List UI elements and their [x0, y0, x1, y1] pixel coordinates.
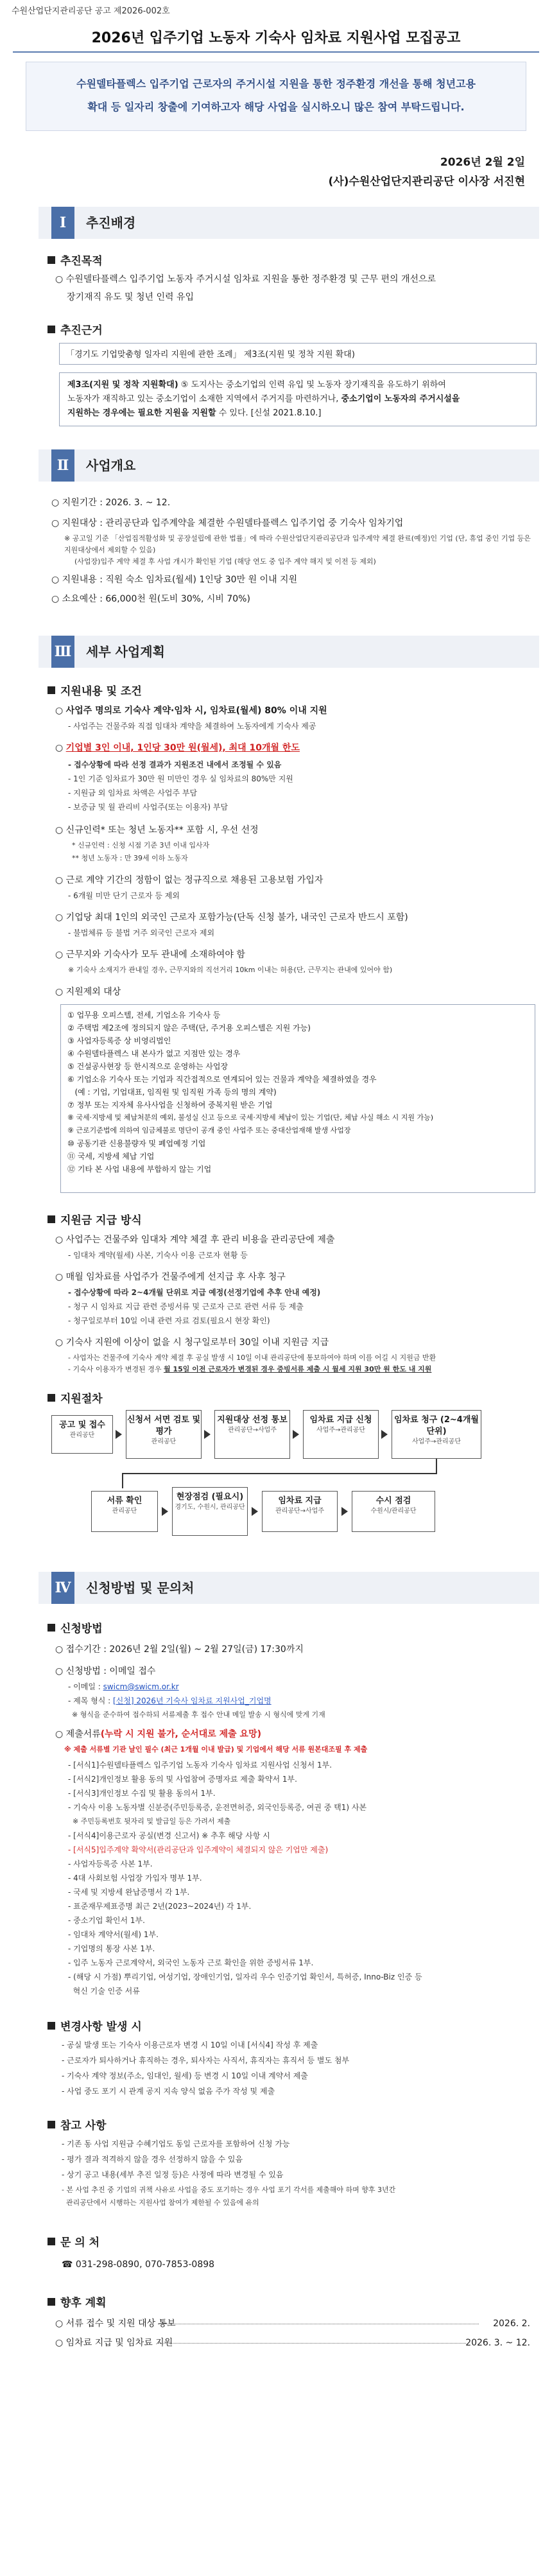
square-bullet-icon	[47, 686, 55, 694]
heading-support: 지원내용 및 조건	[47, 682, 142, 698]
arrow-right-icon	[252, 1507, 258, 1516]
change-item: - 기숙사 계약 정보(주소, 임대인, 월세) 등 변경 시 10일 이내 계약서 제출	[62, 2071, 308, 2080]
heading-changes: 변경사항 발생 시	[47, 2017, 142, 2033]
flow-step: 공고 및 접수 관리공단	[51, 1415, 113, 1454]
cond-1-note: - 사업주는 건물주와 직접 임대차 계약을 체결하여 노동자에게 기숙사 제공	[68, 722, 316, 731]
overview-target: ○ 지원대상 : 관리공단과 입주계약을 체결한 수원델타플렉스 입주기업 중 기숙사 임차기업	[51, 518, 404, 528]
exclusion-item: ③ 사업자등록증 상 비영리법인	[67, 1036, 171, 1045]
change-item: - 근로자가 퇴사하거나 휴직하는 경우, 퇴사자는 사직서, 휴직자는 휴직서 등 별도 첨부	[62, 2056, 350, 2065]
heading-notes: 참고 사항	[47, 2116, 107, 2132]
note-item: - 본 사업 추진 중 기업의 귀책 사유로 사업을 중도 포기하는 경우 사업 포기 각서를 제출해야 하며 향후 3년간	[62, 2186, 396, 2194]
arrow-right-icon	[162, 1507, 168, 1516]
doc-item: 혁신 기술 인증 서류	[68, 1987, 140, 1996]
arrow-right-icon	[381, 1430, 388, 1439]
law-excerpt: 제3조(지원 및 정착 지원확대) ⑤ 도지사는 중소기업의 인력 유입 및 노동자 장기재직을 유도하기 위하여 노동자가 재직하고 있는 중소기업이 소재한 지역에서 주거지를 마련하거나, 중소기업이 노동자의 주거시설을 지원하는 경우에는 필요한 지원을 지원할 수 있다. [신설 2021.8.10.]	[59, 372, 537, 426]
note-item: - 기존 동 사업 지원금 수혜기업도 동일 근로자를 포함하여 신청 가능	[62, 2139, 290, 2148]
exclusion-item: ⑩ 공동기관 신용불량자 및 폐업예정 기업	[67, 1139, 206, 1148]
exclusion-item: ⑪ 국세, 지방세 체납 기업	[67, 1152, 155, 1161]
section-title: 세부 사업계획	[86, 644, 165, 659]
flow-step: 임차료 청구 (2~4개월 단위) 사업주→관리공단	[392, 1410, 481, 1459]
apply-email: - 이메일 : swicm@swicm.or.kr	[68, 1682, 179, 1691]
doc-item: - [서식2]개인정보 활용 동의 및 사업참여 증명자료 제출 확약서 1부.	[68, 1775, 297, 1784]
square-bullet-icon	[47, 1394, 55, 1402]
section-number: Ⅱ	[51, 449, 74, 482]
note-item: - 상기 공고 내용(세부 추진 일정 등)은 사정에 따라 변경될 수 있음	[62, 2170, 284, 2179]
exclusion-list	[60, 1004, 535, 1193]
flow-step: 현장점검 (필요시) 경기도, 수원시, 관리공단	[172, 1487, 248, 1536]
cond-5: ○ 기업당 최대 1인의 외국인 근로자 포함가능(단독 신청 불가, 내국인 근로자 반드시 포함)	[55, 912, 408, 923]
arrow-right-icon	[116, 1430, 122, 1439]
doc-item: - 사업자등록증 사본 1부.	[68, 1859, 153, 1868]
flow-step: 지원대상 선정 통보 관리공단→사업주	[214, 1410, 290, 1459]
docs-note: ※ 제출 서류별 기관 날인 필수 (최근 1개월 이내 발급) 및 기업에서 해당 서류 원본대조필 후 제출	[64, 1745, 368, 1754]
cond-3: ○ 신규인력* 또는 청년 노동자** 포함 시, 우선 선정	[55, 825, 259, 835]
cond-4-a: - 6개월 미만 단기 근로자 등 제외	[68, 891, 180, 900]
pay-2-b: - 청구 시 임차료 지급 관련 증빙서류 및 근로자 근로 관련 서류 등 제출	[68, 1302, 304, 1311]
announce-date: 2026년 2월 2일	[440, 156, 525, 169]
pay-1-a: - 임대차 계약(월세) 사본, 기숙사 이용 근로자 현황 등	[68, 1251, 248, 1260]
section-number: Ⅳ	[51, 1572, 74, 1604]
overview-content: ○ 지원내용 : 직원 숙소 임차료(월세) 1인당 30만 원 이내 지원	[51, 575, 298, 585]
square-bullet-icon	[47, 2298, 55, 2306]
page-title: 2026년 입주기업 노동자 기숙사 임차료 지원사업 모집공고	[91, 30, 461, 46]
flow-step: 임차료 지급 신청 사업주→관리공단	[303, 1410, 379, 1459]
change-item: - 공실 발생 또는 기숙사 이용근로자 변경 시 10일 이내 [서식4] 작성 후 제출	[62, 2041, 318, 2049]
flow-step: 서류 확인 관리공단	[91, 1491, 158, 1532]
square-bullet-icon	[47, 1215, 55, 1223]
cond-3-b: ** 청년 노동자 : 만 39세 이하 노동자	[72, 854, 188, 862]
doc-item: - [서식3]개인정보 수집 및 활용 동의서 1부.	[68, 1789, 216, 1798]
square-bullet-icon	[47, 256, 55, 264]
exclusion-item: ⑥ 기업소유 기숙사 또는 기업과 직간접적으로 연계되어 있는 건물과 계약을 체결하였을 경우	[67, 1075, 377, 1084]
purpose-text: ○ 수원델타플렉스 입주기업 노동자 주거시설 임차료 지원을 통한 정주환경 및 근무 편의 개선으로	[55, 274, 436, 284]
section-title: 추진배경	[86, 215, 136, 231]
doc-item: - 표준재무제표증명 최근 2년(2023~2024년) 각 1부.	[68, 1902, 252, 1911]
flow-connector	[436, 1459, 437, 1473]
exclusion-item: ⑤ 건설공사현장 등 한시적으로 운영하는 사업장	[67, 1062, 229, 1071]
purpose-text-2: 장기재직 유도 및 청년 인력 유입	[67, 292, 194, 302]
exclusion-title: ○ 지원제외 대상	[55, 987, 121, 997]
heading-apply: 신청방법	[47, 1619, 103, 1635]
pay-3-note-1: - 사업자는 건물주에 기숙사 계약 체결 후 공실 발생 시 10일 이내 관리공단에 통보하여야 하며 이를 어길 시 지원금 반환	[68, 1353, 436, 1362]
apply-subject: - 제목 형식 : [신청] 2026년 기숙사 임차료 지원사업_기업명	[68, 1696, 272, 1705]
section-4-header	[39, 1572, 539, 1604]
exclusion-item: ⑧ 국세·지방세 및 체납처분의 예외, 불성실 신고 등으로 국세·지방세 체납이 있는 기업(단, 체납 사실 해소 시 지원 가능)	[67, 1113, 434, 1122]
pay-1: ○ 사업주는 건물주와 임대차 계약 체결 후 관리 비용을 관리공단에 제출	[55, 1235, 335, 1245]
doc-item: ※ 주민등록번호 뒷자리 및 발급일 등은 가려서 제출	[68, 1817, 231, 1825]
exclusion-item: ⑨ 근로기준법에 의하여 임금체불로 명단이 공개 중인 사업주 또는 중대산업재해 발생 사업장	[67, 1126, 351, 1135]
arrow-right-icon	[293, 1430, 299, 1439]
doc-item: - (해당 시 가점) 뿌리기업, 여성기업, 장애인기업, 일자리 우수 인증기업 확인서, 특허증, Inno-Biz 인증 등	[68, 1972, 422, 1981]
square-bullet-icon	[47, 326, 55, 333]
heading-procedure: 지원절차	[47, 1389, 103, 1405]
pay-2: ○ 매월 임차료를 사업주가 건물주에게 선지급 후 사후 청구	[55, 1272, 286, 1282]
square-bullet-icon	[47, 2238, 55, 2245]
doc-item: - [서식1]수원델타플렉스 입주기업 노동자 기숙사 임차료 지원사업 신청서 1부.	[68, 1761, 332, 1770]
heading-basis: 추진근거	[47, 321, 103, 337]
docs-title: ○ 제출서류(누락 시 지원 불가, 순서대로 제출 요망)	[55, 1729, 261, 1739]
cond-2-c: - 지원금 외 임차료 차액은 사업주 부담	[68, 788, 198, 797]
flow-connector	[122, 1473, 123, 1488]
exclusion-item: ② 주택법 제2조에 정의되지 않은 주택(단, 주거용 오피스텔은 지원 가능)	[67, 1023, 311, 1032]
plan-row: ○ 서류 접수 및 지원 대상 통보 2026. 2.	[55, 2319, 530, 2329]
pay-2-a: - 접수상황에 따라 2~4개월 단위로 지급 예정(선정기업에 추후 안내 예정)	[68, 1288, 321, 1297]
pay-2-c: - 청구일로부터 10일 이내 관련 자료 검토(필요시 현장 확인)	[68, 1316, 270, 1325]
arrow-right-icon	[204, 1430, 211, 1439]
cond-6: ○ 근무지와 기숙사가 모두 관내에 소재하여야 함	[55, 950, 245, 960]
plan-row: ○ 임차료 지급 및 임차료 지원 2026. 3. ~ 12.	[55, 2338, 530, 2348]
doc-item: - 입주 노동자 근로계약서, 외국인 노동자 근로 확인을 위한 증빙서류 1부.	[68, 1958, 314, 1967]
note-item: 관리공단에서 시행하는 지원사업 참여가 제한될 수 있음에 유의	[62, 2198, 259, 2207]
doc-number: 수원산업단지관리공단 공고 제2026-002호	[12, 6, 170, 16]
contact-phone[interactable]: ☎ 031-298-0890, 070-7853-0898	[62, 2259, 215, 2270]
heading-plan: 향후 계획	[47, 2293, 107, 2310]
pay-3: ○ 기숙사 지원에 이상이 없을 시 청구일로부터 30일 이내 지원금 지급	[55, 1337, 329, 1348]
flow-step: 수시 점검 수원시/관리공단	[352, 1491, 435, 1532]
doc-item: - 4대 사회보험 사업장 가입자 명부 1부.	[68, 1874, 202, 1883]
section-1-header	[39, 207, 539, 239]
email-link[interactable]: swicm@swicm.or.kr	[103, 1682, 179, 1691]
exclusion-item: ⑫ 기타 본 사업 내용에 부합하지 않는 기업	[67, 1165, 212, 1174]
section-number: Ⅲ	[51, 636, 74, 668]
square-bullet-icon	[47, 2022, 55, 2030]
heading-payment: 지원금 지급 방식	[47, 1211, 142, 1227]
heading-contact: 문 의 처	[47, 2233, 99, 2249]
doc-item: - 기업명의 통장 사본 1부.	[68, 1944, 155, 1953]
cond-3-a: * 신규인력 : 신청 시점 기준 3년 이내 입사자	[72, 841, 210, 849]
organization: (사)수원산업단지관리공단 이사장 서진현	[328, 175, 525, 188]
section-2-header	[39, 449, 539, 482]
arrow-right-icon	[341, 1507, 348, 1516]
overview-target-note-2: (사업장)입주 계약 체결 후 사업 개시가 확인된 기업 (해당 연도 중 입주 계약 해지 및 이전 등 제외)	[74, 557, 376, 566]
apply-period: ○ 접수기간 : 2026년 2월 2일(월) ~ 2월 27일(금) 17:30까지	[55, 1644, 304, 1655]
cond-2-d: - 보증금 및 월 관리비 사업주(또는 이용자) 부담	[68, 803, 229, 812]
cond-2: ○ 기업별 3인 이내, 1인당 30만 원(월세), 최대 10개월 한도	[55, 743, 300, 753]
overview-period: ○ 지원기간 : 2026. 3. ~ 12.	[51, 498, 171, 508]
overview-target-note-1: ※ 공고일 기준 「산업집적활성화 및 공장설립에 관한 법률」에 따라 수원산업단지관리공단과 입주계약 체결 완료(예정)인 기업 (단, 휴업 중인 기업 등은 지원대상에서 제외할 수 있음)	[64, 534, 531, 554]
apply-method: ○ 신청방법 : 이메일 접수	[55, 1666, 156, 1676]
cond-1: ○ 사업주 명의로 기숙사 계약·임차 시, 임차료(월세) 80% 이내 지원	[55, 706, 327, 716]
doc-item: - [서식5]입주계약 확약서(관리공단과 입주계약이 체결되지 않은 기업만 제출)	[68, 1845, 329, 1854]
section-title: 신청방법 및 문의처	[86, 1580, 194, 1596]
doc-item: - 국세 및 지방세 완납증명서 각 1부.	[68, 1888, 190, 1897]
intro-box	[26, 62, 526, 131]
flow-connector	[122, 1473, 437, 1474]
flow-step: 신청서 서면 검토 및 평가 관리공단	[126, 1410, 202, 1459]
title-divider	[13, 51, 539, 53]
cond-5-a: - 불법체류 등 불법 거주 외국인 근로자 제외	[68, 928, 215, 937]
cond-6-note: ※ 기숙사 소재지가 관내일 경우, 근무지와의 직선거리 10km 이내는 허용(단, 근무지는 관내에 있어야 함)	[68, 966, 393, 974]
flow-step: 임차료 지급 관리공단→사업주	[262, 1491, 338, 1532]
exclusion-item: ④ 수원델타플렉스 내 본사가 없고 지점만 있는 경우	[67, 1049, 241, 1058]
exclusion-item: ① 업무용 오피스텔, 전세, 기업소유 기숙사 등	[67, 1011, 221, 1020]
intro-line-2: 확대 등 일자리 창출에 기여하고자 해당 사업을 실시하오니 많은 참여 부탁드립니다.	[87, 101, 465, 113]
overview-budget: ○ 소요예산 : 66,000천 원(도비 30%, 시비 70%)	[51, 594, 250, 604]
square-bullet-icon	[47, 2121, 55, 2128]
doc-item: - 기숙사 이용 노동자별 신분증(주민등록증, 운전면허증, 외국인등록증, 여권 중 택1) 사본	[68, 1803, 367, 1812]
pay-3-note-2: - 기숙사 이용자가 변경된 경우 월 15일 이전 근로자가 변경된 경우 증빙서류 제출 시 월세 지원 30만 원 한도 내 지원	[68, 1365, 432, 1373]
intro-line-1: 수원델타플렉스 입주기업 근로자의 주거시설 지원을 통한 정주환경 개선을 통해 청년고용	[76, 78, 476, 90]
cond-2-a: - 접수상황에 따라 선정 결과가 지원조건 내에서 조정될 수 있음	[68, 760, 282, 769]
doc-item: - 중소기업 확인서 1부.	[68, 1916, 145, 1925]
section-number: Ⅰ	[51, 207, 74, 239]
doc-item: - 임대차 계약서(월세) 1부.	[68, 1930, 159, 1939]
cond-4: ○ 근로 계약 기간의 정함이 없는 정규직으로 채용된 고용보험 가입자	[55, 875, 323, 885]
heading-purpose: 추진목적	[47, 252, 103, 268]
exclusion-item: ⑦ 정부 또는 지자체 유사사업을 신청하여 중복지원 받은 기업	[67, 1101, 273, 1110]
apply-subject-note: ※ 형식을 준수하여 접수하되 서류제출 후 접수 안내 메일 발송 시 형식에 맞게 기재	[72, 1710, 325, 1719]
section-3-header	[39, 636, 539, 668]
section-title: 사업개요	[86, 458, 136, 473]
note-item: - 평가 결과 적격하지 않을 경우 선정하지 않을 수 있음	[62, 2155, 243, 2164]
cond-2-b: - 1인 기준 임차료가 30만 원 미만인 경우 실 임차료의 80%만 지원	[68, 774, 293, 783]
doc-item: - [서식4]이용근로자 공실(변경 신고서) ※ 추후 해당 사항 시	[68, 1831, 270, 1840]
change-item: - 사업 중도 포기 시 관계 공지 지속 양식 없음 주가 작성 및 제출	[62, 2087, 275, 2096]
exclusion-item: (예 : 기업, 기업대표, 임직원 및 임직원 가족 등의 명의 계약)	[67, 1088, 277, 1097]
square-bullet-icon	[47, 1624, 55, 1632]
basis-reference: 「경기도 기업맞춤형 일자리 지원에 관한 조례」 제3조(지원 및 정착 지원 확대)	[59, 343, 537, 365]
